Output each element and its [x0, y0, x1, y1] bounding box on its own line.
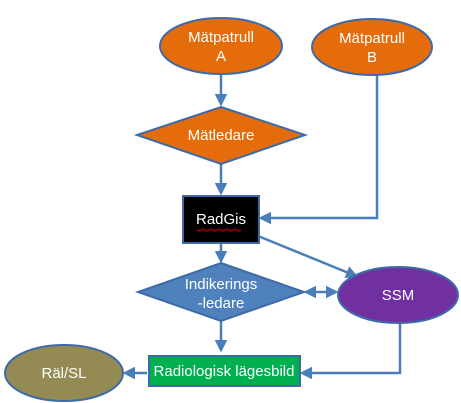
matpatrull-b-line2: B [366, 49, 378, 66]
matpatrull-b-shape [312, 19, 432, 75]
radgis-label: RadGis [195, 211, 247, 228]
node-ssm [338, 267, 458, 323]
node-indikeringsledare [138, 263, 304, 321]
matpatrull-b-line1: Mätpatrull [339, 30, 405, 47]
node-matpatrull-b [312, 19, 432, 75]
indikeringsledare-line1: Indikerings [184, 276, 258, 293]
node-radiologisk-lagesbild [149, 356, 300, 386]
arrow-ssm-to-lagesbild [302, 322, 400, 373]
lagesbild-label: Radiologisk lägesbild [153, 363, 295, 380]
matpatrull-a-line1: Mätpatrull [188, 29, 254, 46]
matledare-label: Mätledare [187, 127, 255, 144]
ssm-label: SSM [381, 287, 415, 304]
node-matpatrull-a [160, 18, 282, 74]
matpatrull-a-line2: A [215, 48, 227, 65]
matpatrull-a-shape [160, 18, 282, 74]
ral-sl-label: Räl/SL [41, 365, 87, 382]
indikeringsledare-line2: -ledare [197, 295, 245, 312]
node-radgis [183, 196, 259, 243]
node-matledare [137, 107, 305, 164]
node-ral-sl [5, 345, 123, 401]
arrow-radgis-to-ssm [258, 236, 356, 276]
arrow-matpatrull-b-to-radgis [261, 75, 377, 218]
connectors [125, 74, 400, 373]
